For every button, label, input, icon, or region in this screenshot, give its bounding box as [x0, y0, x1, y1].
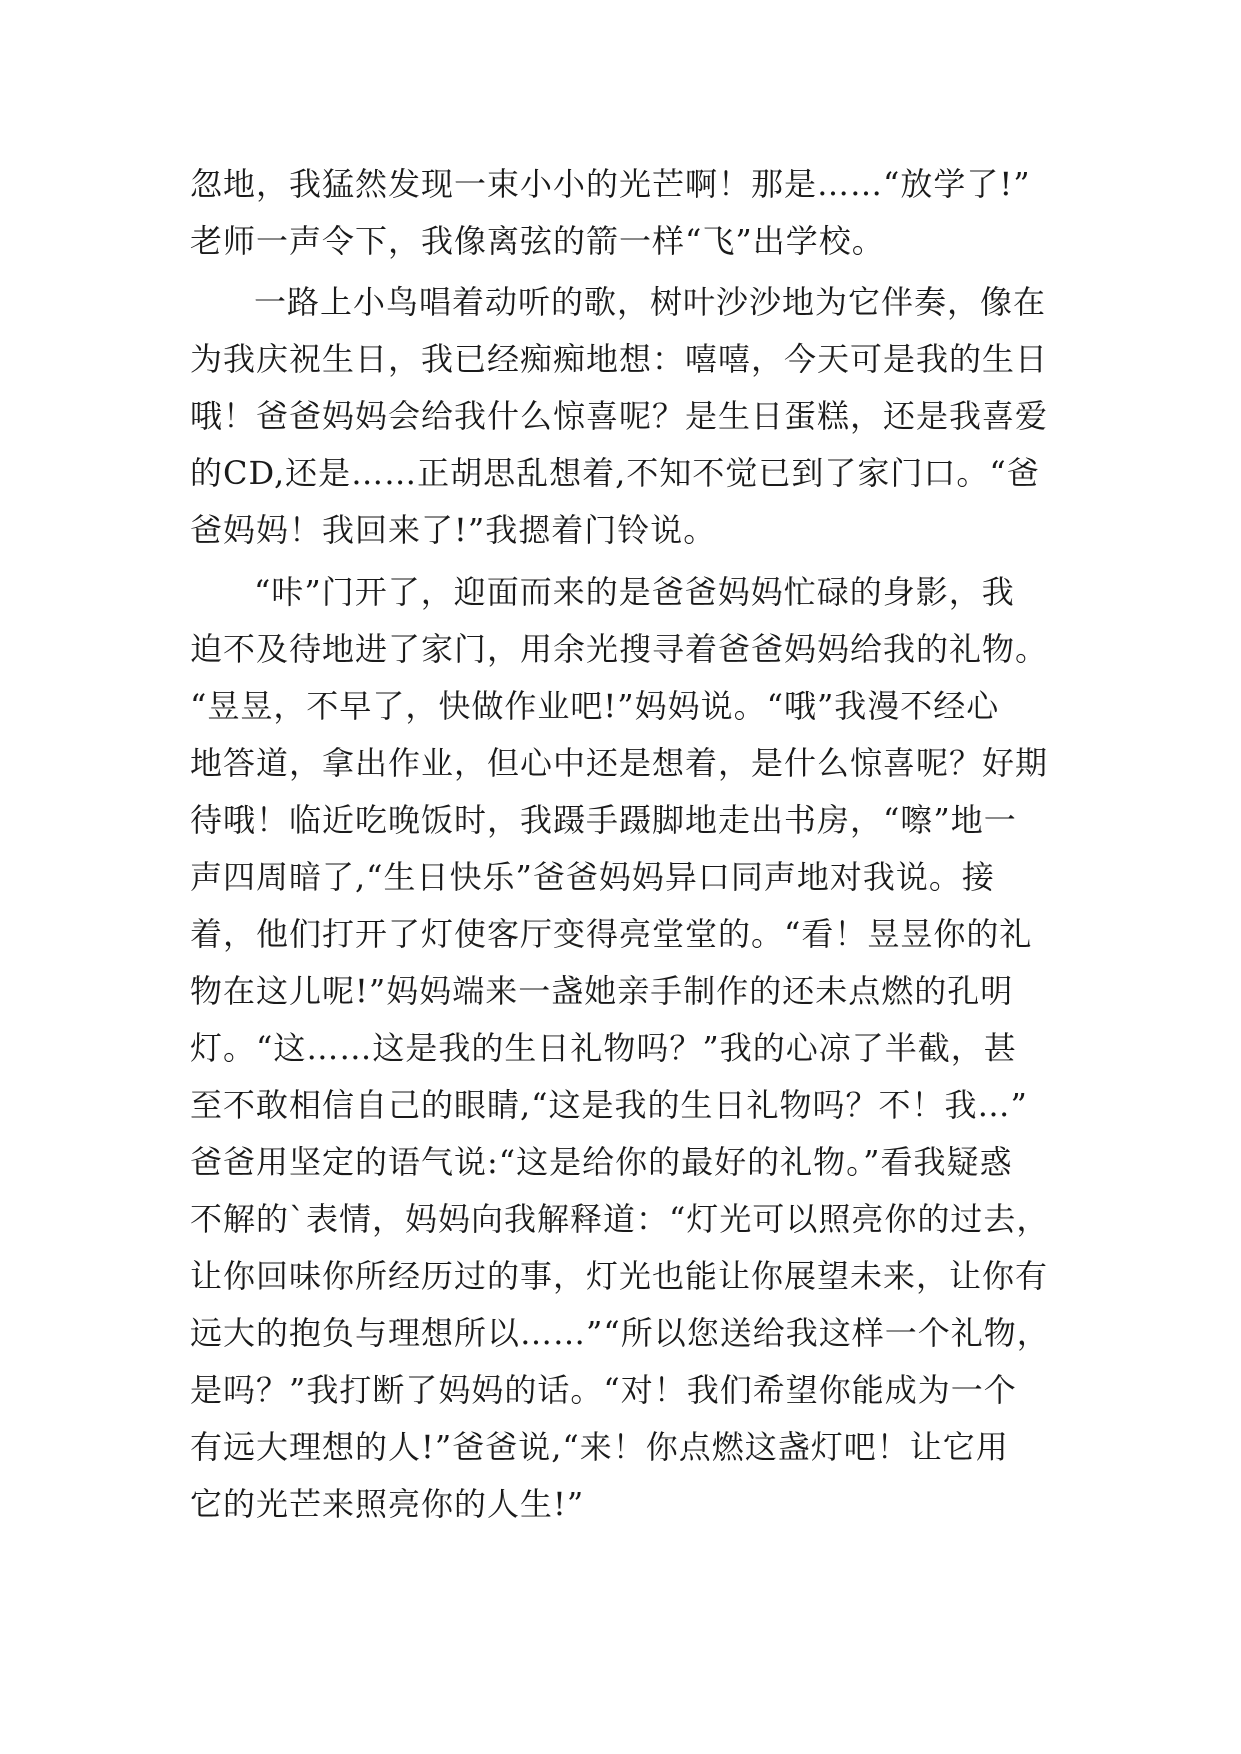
text-line-5: 哦！爸爸妈妈会给我什么惊喜呢？是生日蛋糕，还是我喜爱: [190, 397, 1049, 435]
text-line-19: 不解的`表情，妈妈向我解释道：“灯光可以照亮你的过去，: [190, 1200, 1050, 1238]
text-line-10: “昱昱，不早了，快做作业吧!”妈妈说。“哦”我漫不经心: [190, 687, 1000, 725]
text-line-22: 是吗？”我打断了妈妈的话。“对！我们希望你能成为一个: [190, 1371, 1017, 1409]
text-line-13: 声四周暗了,“生日快乐”爸爸妈妈异口同声地对我说。接: [190, 858, 995, 896]
text-line-17: 至不敢相信自己的眼睛,“这是我的生日礼物吗？不！我…”: [190, 1086, 1028, 1124]
text-line-9: 迫不及待地进了家门，用余光搜寻着爸爸妈妈给我的礼物。: [190, 630, 1049, 668]
text-line-14: 着，他们打开了灯使客厅变得亮堂堂的。“看！昱昱你的礼: [190, 915, 1033, 953]
text-line-2: 老师一声令下，我像离弦的箭一样“飞”出学校。: [190, 222, 885, 260]
text-line-7: 爸妈妈！我回来了!”我摁着门铃说。: [190, 511, 717, 549]
text-line-24: 它的光芒来照亮你的人生!”: [190, 1485, 585, 1523]
text-line-20: 让你回味你所经历过的事，灯光也能让你展望未来，让你有: [190, 1257, 1049, 1295]
text-line-3: 一路上小鸟唱着动听的歌，树叶沙沙地为它伴奏，像在: [254, 283, 1047, 321]
text-line-15: 物在这儿呢!”妈妈端来一盏她亲手制作的还未点燃的孔明: [190, 972, 1014, 1010]
text-line-1: 忽地，我猛然发现一束小小的光芒啊！那是……“放学了!”: [190, 165, 1031, 203]
text-line-21: 远大的抱负与理想所以……”“所以您送给我这样一个礼物，: [190, 1314, 1050, 1352]
text-line-18: 爸爸用坚定的语气说:“这是给你的最好的礼物。”看我疑惑: [190, 1143, 1013, 1181]
text-line-16: 灯。“这……这是我的生日礼物吗？”我的心凉了半截，甚: [190, 1029, 1017, 1067]
text-line-12: 待哦！临近吃晚饭时，我蹑手蹑脚地走出书房，“嚓”地一: [190, 801, 1017, 839]
text-line-8: “咔”门开了，迎面而来的是爸爸妈妈忙碌的身影，我: [254, 573, 1015, 611]
text-line-11: 地答道，拿出作业，但心中还是想着，是什么惊喜呢？好期: [190, 744, 1049, 782]
text-line-6: 的CD,还是……正胡思乱想着,不知不觉已到了家门口。“爸: [190, 454, 1040, 492]
text-line-23: 有远大理想的人!”爸爸说,“来！你点燃这盏灯吧！让它用: [190, 1428, 1009, 1466]
text-line-4: 为我庆祝生日，我已经痴痴地想：嘻嘻，今天可是我的生日: [190, 340, 1049, 378]
